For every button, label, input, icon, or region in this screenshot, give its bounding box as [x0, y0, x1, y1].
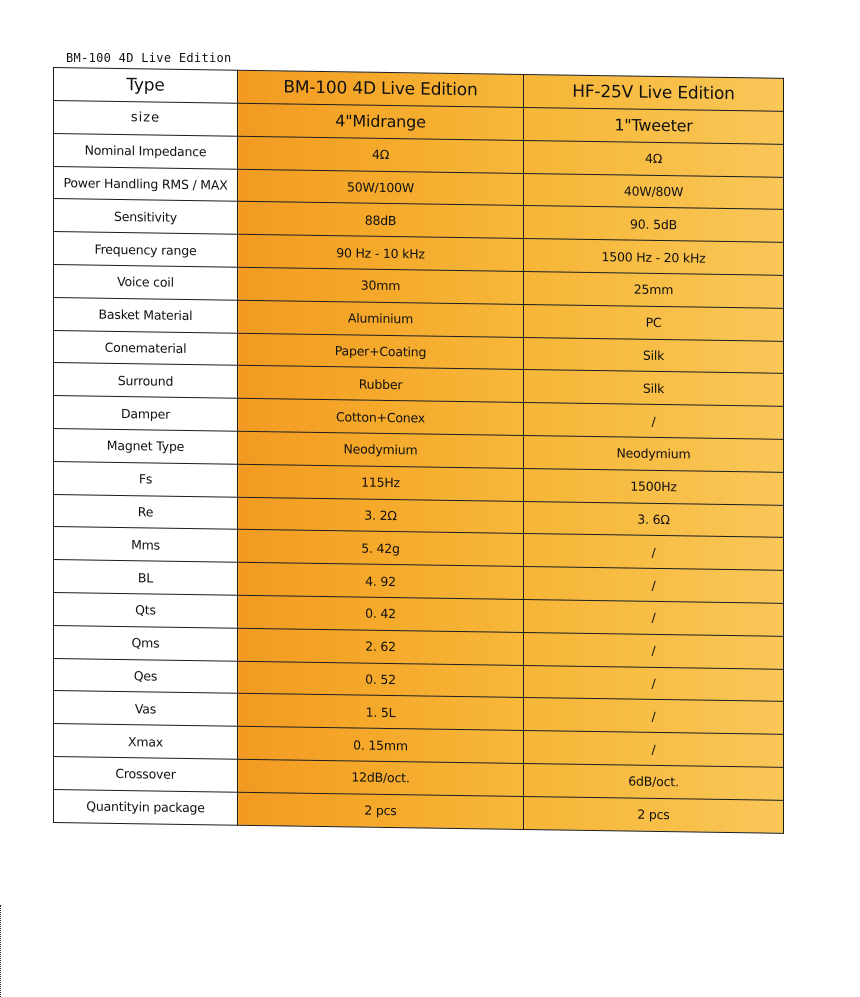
- midrange-value-cell: 2. 62: [238, 628, 524, 665]
- row-label-cell: BL: [54, 560, 238, 596]
- row-label-cell: Frequency range: [54, 232, 238, 268]
- tweeter-value-cell: 6dB/oct.: [524, 763, 784, 800]
- row-label-cell: Sensitivity: [54, 199, 238, 235]
- row-label-cell: size: [54, 101, 238, 137]
- row-label-cell: Damper: [54, 396, 238, 432]
- midrange-value-cell: 115Hz: [238, 464, 524, 501]
- row-label-cell: Crossover: [54, 756, 238, 792]
- tweeter-value-cell: /: [524, 632, 784, 669]
- tweeter-value-cell: PC: [524, 304, 784, 341]
- tweeter-value-cell: 40W/80W: [524, 173, 784, 210]
- midrange-value-cell: 2 pcs: [238, 792, 524, 829]
- midrange-value-cell: 0. 42: [238, 595, 524, 632]
- tweeter-value-cell: /: [524, 665, 784, 702]
- tweeter-value-cell: 4Ω: [524, 140, 784, 177]
- midrange-value-cell: 4Ω: [238, 136, 524, 173]
- midrange-value-cell: 0. 52: [238, 661, 524, 698]
- midrange-value-cell: 50W/100W: [238, 169, 524, 206]
- tweeter-value-cell: 90. 5dB: [524, 206, 784, 243]
- tweeter-value-cell: /: [524, 599, 784, 636]
- tweeter-value-cell: 1"Tweeter: [524, 107, 784, 144]
- header-midrange-cell: BM-100 4D Live Edition: [238, 70, 524, 107]
- tweeter-value-cell: /: [524, 403, 784, 440]
- header-type-cell: Type: [54, 68, 238, 104]
- tweeter-value-cell: 25mm: [524, 271, 784, 308]
- row-label-cell: Qms: [54, 625, 238, 661]
- tweeter-value-cell: Neodymium: [524, 435, 784, 472]
- row-label-cell: Surround: [54, 363, 238, 399]
- midrange-value-cell: 12dB/oct.: [238, 759, 524, 796]
- tweeter-value-cell: /: [524, 698, 784, 735]
- tweeter-value-cell: /: [524, 567, 784, 604]
- tweeter-value-cell: 1500Hz: [524, 468, 784, 505]
- tweeter-value-cell: 3. 6Ω: [524, 501, 784, 538]
- tweeter-value-cell: /: [524, 534, 784, 571]
- midrange-value-cell: 3. 2Ω: [238, 497, 524, 534]
- tweeter-value-cell: /: [524, 731, 784, 768]
- row-label-cell: Voice coil: [54, 264, 238, 300]
- midrange-value-cell: Cotton+Conex: [238, 398, 524, 435]
- scan-edge-mark: [0, 905, 3, 997]
- spec-table: [53, 67, 784, 833]
- row-label-cell: Power Handling RMS / MAX: [54, 166, 238, 202]
- row-label-cell: Re: [54, 494, 238, 530]
- midrange-value-cell: 4"Midrange: [238, 103, 524, 140]
- row-label-cell: Xmax: [54, 724, 238, 760]
- row-label-cell: Conematerial: [54, 330, 238, 366]
- document-caption: BM-100 4D Live Edition: [66, 51, 232, 65]
- tweeter-value-cell: Silk: [524, 337, 784, 374]
- row-label-cell: Basket Material: [54, 297, 238, 333]
- midrange-value-cell: 88dB: [238, 202, 524, 239]
- row-label-cell: Qes: [54, 658, 238, 694]
- row-label-cell: Magnet Type: [54, 428, 238, 464]
- tweeter-value-cell: 2 pcs: [524, 796, 784, 833]
- midrange-value-cell: 4. 92: [238, 562, 524, 599]
- row-label-cell: Vas: [54, 691, 238, 727]
- spec-table-body: [54, 68, 784, 833]
- midrange-value-cell: Rubber: [238, 366, 524, 403]
- midrange-value-cell: Neodymium: [238, 431, 524, 468]
- midrange-value-cell: 0. 15mm: [238, 726, 524, 763]
- row-label-cell: Fs: [54, 461, 238, 497]
- midrange-value-cell: Aluminium: [238, 300, 524, 337]
- midrange-value-cell: 90 Hz - 10 kHz: [238, 234, 524, 271]
- tweeter-value-cell: 1500 Hz - 20 kHz: [524, 239, 784, 276]
- row-label-cell: Qts: [54, 592, 238, 628]
- tweeter-value-cell: Silk: [524, 370, 784, 407]
- midrange-value-cell: 5. 42g: [238, 530, 524, 567]
- midrange-value-cell: 1. 5L: [238, 694, 524, 731]
- midrange-value-cell: 30mm: [238, 267, 524, 304]
- midrange-value-cell: Paper+Coating: [238, 333, 524, 370]
- row-label-cell: Quantityin package: [54, 789, 238, 825]
- header-tweeter-cell: HF-25V Live Edition: [524, 74, 784, 111]
- row-label-cell: Mms: [54, 527, 238, 563]
- row-label-cell: Nominal Impedance: [54, 133, 238, 169]
